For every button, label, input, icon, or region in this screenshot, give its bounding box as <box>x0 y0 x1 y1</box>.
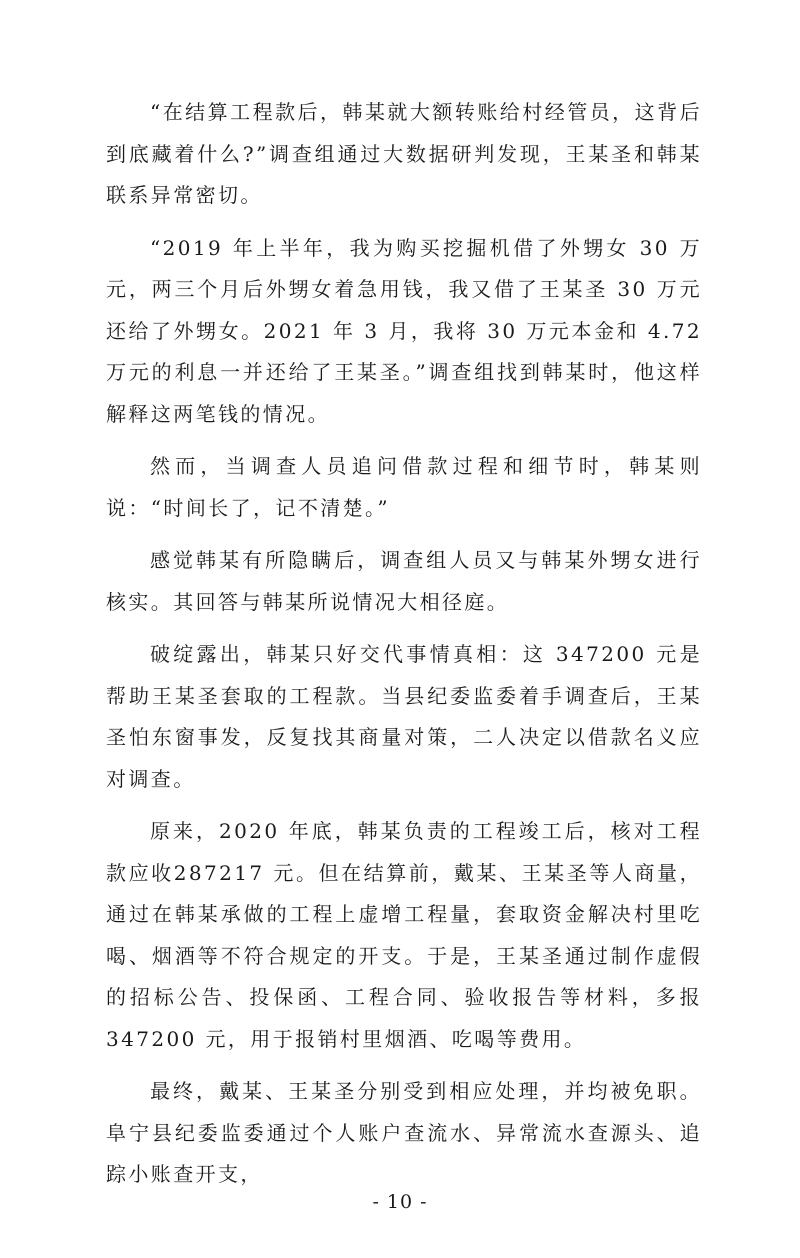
page-number: - 10 - <box>372 1191 428 1213</box>
paragraph-5: 破绽露出，韩某只好交代事情真相：这 347200 元是帮助王某圣套取的工程款。当县纪委监委着手调查后，王某圣怕东窗事发，反复找其商量对策，二人决定以借款名义应对调查。 <box>106 642 702 791</box>
article-body <box>106 92 702 1207</box>
paragraph-1: “在结算工程款后，韩某就大额转账给村经管员，这背后到底藏着什么?”调查组通过大数据研判发现，王某圣和韩某联系异常密切。 <box>106 100 702 207</box>
paragraph-6: 原来，2020 年底，韩某负责的工程竣工后，核对工程款应收287217 元。但在结算前，戴某、王某圣等人商量，通过在韩某承做的工程上虚增工程量，套取资金解决村里吃喝、烟酒等不符合规定的开支。于是，王某圣通过制作虚假的招标公告、投保函、工程合同、验收报告等材料，多报 347200 元，用于报销村里烟酒、吃喝等费用。 <box>106 819 702 1051</box>
paragraph-3: 然而，当调查人员追问借款过程和细节时，韩某则说：“时间长了，记不清楚。” <box>106 454 702 520</box>
paragraph-4: 感觉韩某有所隐瞒后，调查组人员又与韩某外甥女进行核实。其回答与韩某所说情况大相径庭。 <box>106 548 702 614</box>
paragraph-7: 最终，戴某、王某圣分别受到相应处理，并均被免职。阜宁县纪委监委通过个人账户查流水、异常流水查源头、追踪小账查开支， <box>106 1079 702 1186</box>
paragraph-2: “2019 年上半年，我为购买挖掘机借了外甥女 30 万元，两三个月后外甥女着急用钱，我又借了王某圣 30 万元还给了外甥女。2021 年 3 月，我将 30 万元本金和 4.72 万元的利息一并还给了王某圣。”调查组找到韩某时，他这样解释这两笔钱的情况。 <box>106 235 702 426</box>
